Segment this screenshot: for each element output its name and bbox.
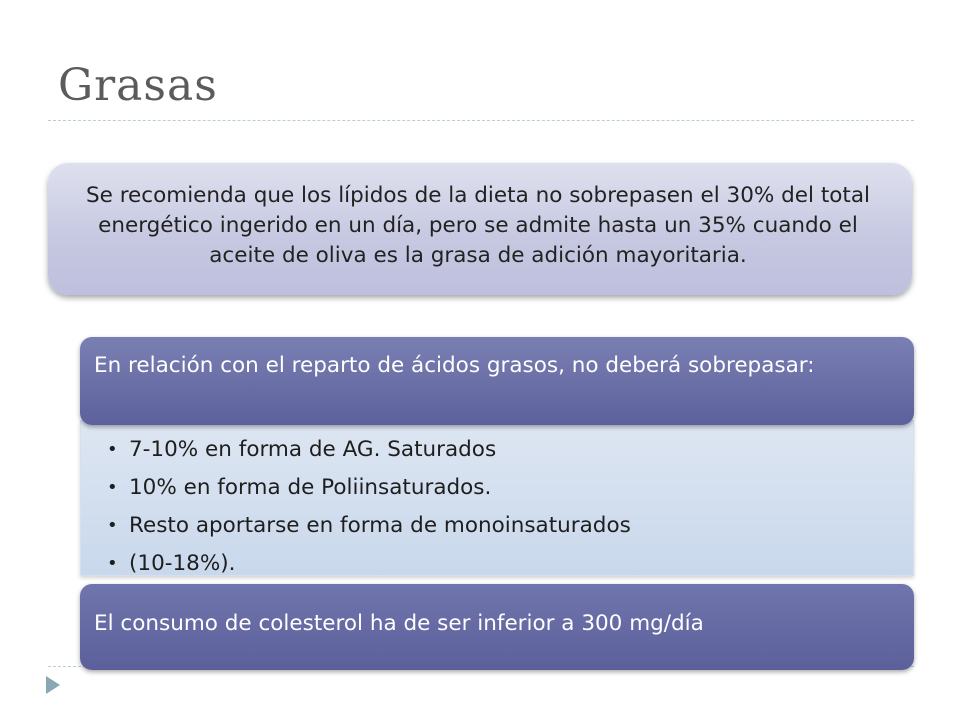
fatty-acids-heading: En relación con el reparto de ácidos grasos, no deberá sobrepasar:	[94, 353, 815, 378]
bullet-icon: •	[107, 553, 118, 574]
list-item-text: 10% en forma de Poliinsaturados.	[129, 475, 492, 500]
list-item	[107, 507, 913, 545]
list-item-text: Resto aportarse en forma de monoinsaturados	[129, 513, 631, 538]
title-divider	[48, 120, 914, 121]
bullet-icon: •	[107, 477, 118, 498]
list-item	[107, 469, 913, 507]
fatty-acids-list-box	[80, 420, 914, 576]
slide-title: Grasas	[58, 60, 218, 111]
bullet-icon: •	[107, 515, 118, 536]
list-item	[107, 545, 913, 583]
list-item-text: (10-18%).	[129, 551, 236, 576]
intro-text: Se recomienda que los lípidos de la dieta no sobrepasen el 30% del total energético ingerido en un día, pero se admite hasta un 35% cuando el aceite de oliva es la grasa de adición mayoritaria.	[85, 183, 870, 268]
fatty-acids-list	[107, 431, 913, 583]
bullet-icon: •	[107, 439, 118, 460]
list-item-text: 7-10% en forma de AG. Saturados	[129, 437, 497, 462]
list-item	[107, 431, 913, 469]
cholesterol-box	[80, 584, 914, 670]
cholesterol-text: El consumo de colesterol ha de ser inferior a 300 mg/día	[94, 611, 704, 636]
intro-box	[48, 163, 912, 295]
play-triangle-icon[interactable]	[46, 676, 60, 694]
fatty-acids-heading-box	[80, 337, 914, 425]
